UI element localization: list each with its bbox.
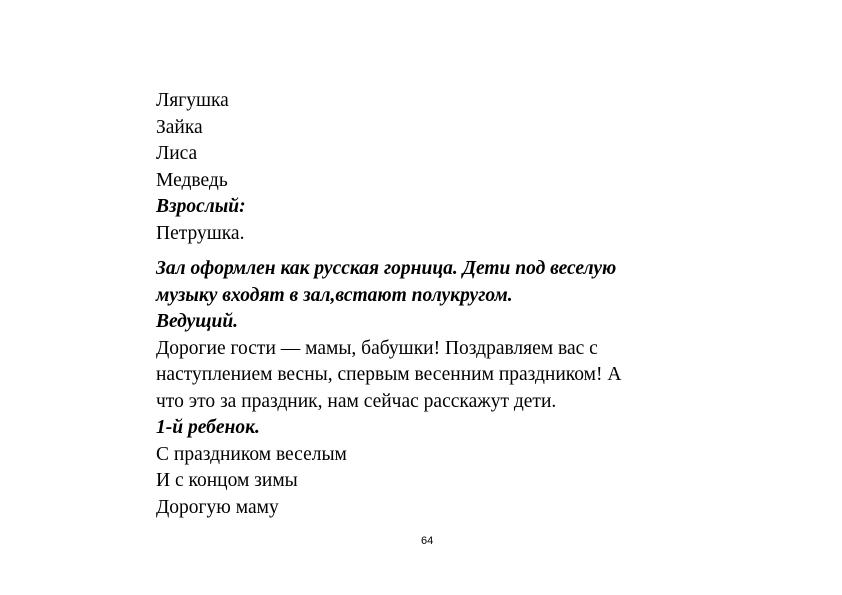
page-content: [156, 88, 716, 521]
stage-direction-line-1: Зал оформлен как русская горница. Дети под веселую: [156, 258, 617, 279]
adult-role: Петрушка.: [156, 222, 245, 244]
cast-item-frog: Лягушка: [156, 90, 229, 111]
cast-item-fox: Лиса: [156, 143, 198, 164]
section-gap: [156, 247, 716, 256]
cast-item-bunny: Зайка: [156, 116, 203, 138]
child-verse-line-2: И с концом зимы: [156, 470, 298, 491]
child-verse-line-3: Дорогую маму: [156, 496, 279, 518]
stage-direction-line-2: музыку входят в зал,встают полукругом.: [156, 284, 513, 306]
host-speech-line-3: что это за праздник, нам сейчас расскажут дети.: [156, 390, 557, 412]
cast-item-bear: Медведь: [156, 169, 228, 191]
adult-heading: Взрослый:: [156, 196, 246, 217]
host-speaker-label: Ведущий.: [156, 311, 239, 332]
child-speaker-label: 1-й ребенок.: [156, 417, 260, 438]
host-speech-line-1: Дорогие гости — мамы, бабушки! Поздравляем вас с: [156, 337, 598, 359]
page-number: 64: [421, 535, 434, 547]
child-verse-line-1: С праздником веселым: [156, 443, 347, 465]
host-speech-line-2: наступлением весны, спервым весенним праздником! А: [156, 364, 622, 385]
